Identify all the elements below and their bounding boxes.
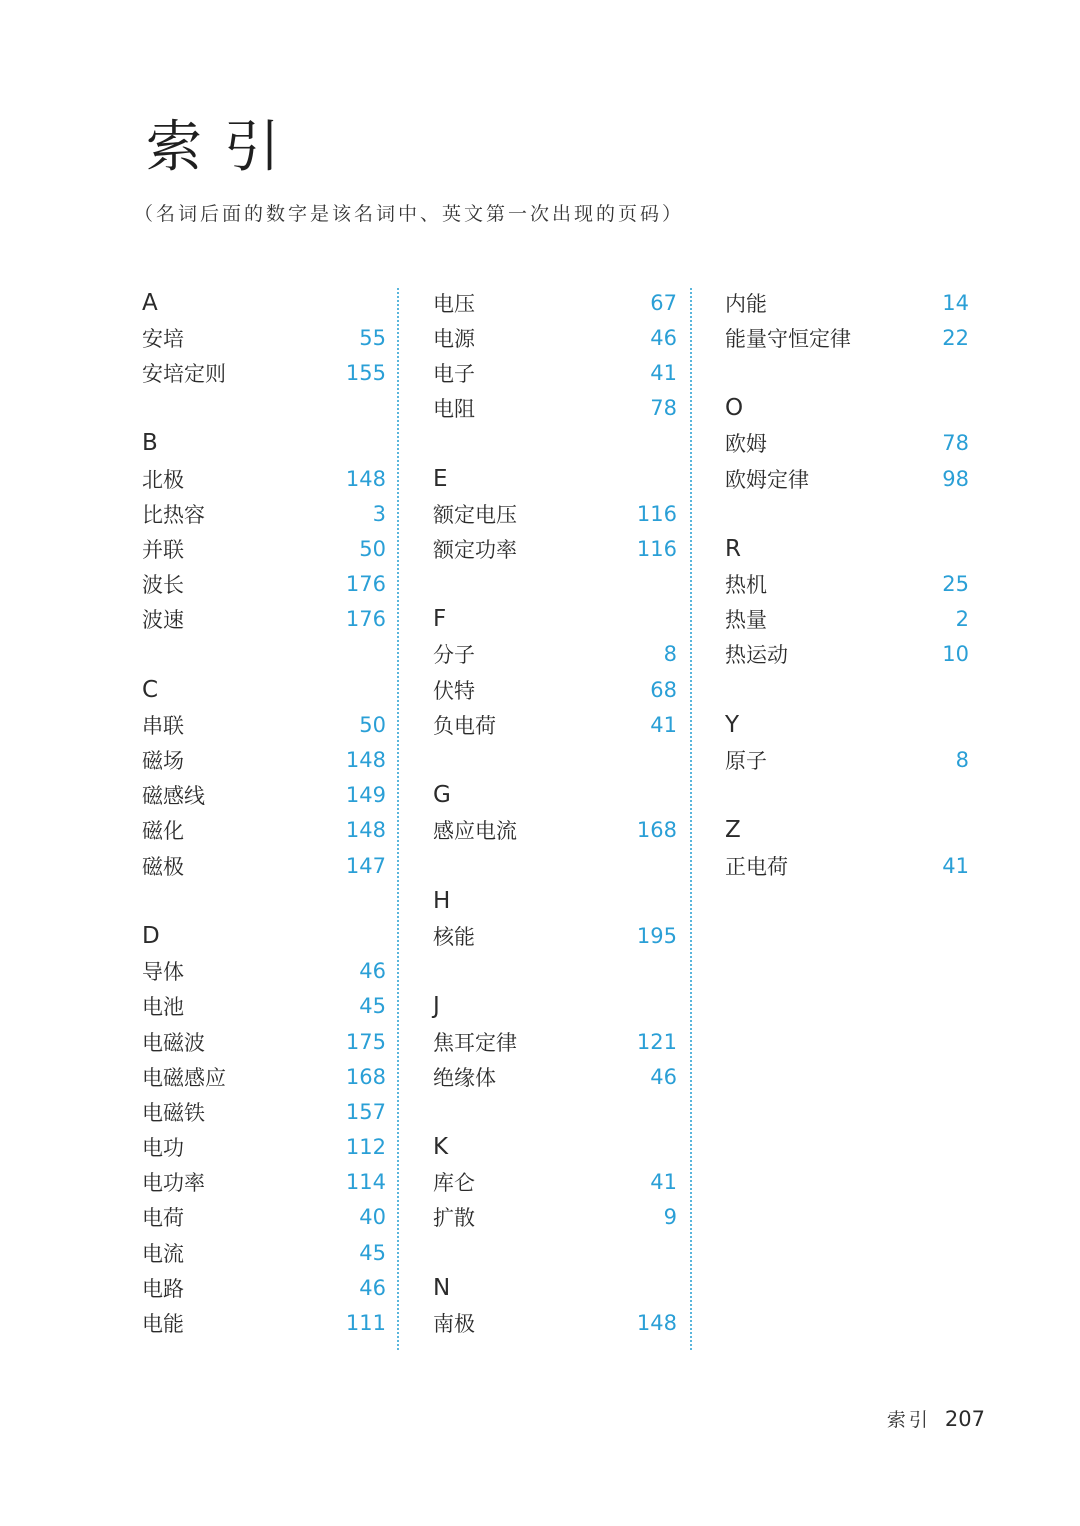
- index-entry: [142, 1024, 386, 1059]
- index-entry: [142, 1059, 386, 1094]
- index-term: 磁场: [142, 749, 184, 774]
- column-divider: [690, 288, 692, 1350]
- index-entry: [142, 355, 386, 390]
- index-column-1: [142, 285, 386, 1341]
- group-spacer: [142, 637, 386, 672]
- index-term: 电功: [142, 1136, 184, 1161]
- index-entry: [142, 1270, 386, 1305]
- group-spacer: [433, 426, 677, 461]
- index-letter-heading: H: [433, 887, 451, 914]
- index-page-ref: 45: [359, 994, 386, 1019]
- index-page-ref: 50: [359, 536, 386, 561]
- index-letter-heading: Y: [725, 711, 740, 738]
- index-letter-heading: Z: [725, 817, 741, 844]
- index-entry: [433, 320, 677, 355]
- index-entry: [433, 355, 677, 390]
- index-entry: [142, 989, 386, 1024]
- index-entry: [433, 1024, 677, 1059]
- index-page-ref: 176: [345, 572, 386, 597]
- index-page-ref: 111: [345, 1311, 386, 1336]
- index-page-ref: 10: [942, 642, 969, 667]
- index-term: 磁化: [142, 819, 184, 844]
- index-note: （名词后面的数字是该名词中、英文第一次出现的页码）: [134, 203, 685, 225]
- index-page-ref: 41: [650, 360, 677, 385]
- index-page-ref: 195: [636, 923, 677, 948]
- index-term: 库仑: [433, 1171, 475, 1196]
- index-term: 电子: [433, 361, 475, 386]
- index-column-2: [433, 285, 677, 1341]
- index-page-ref: 46: [650, 325, 677, 350]
- index-page-ref: 176: [345, 607, 386, 632]
- group-spacer: [725, 496, 969, 531]
- index-page-ref: 8: [663, 642, 677, 667]
- index-page-ref: 50: [359, 712, 386, 737]
- index-entry: [433, 1200, 677, 1235]
- index-page-ref: 157: [345, 1099, 386, 1124]
- index-term: 北极: [142, 467, 184, 492]
- index-page-ref: 147: [345, 853, 386, 878]
- index-entry: [433, 285, 677, 320]
- group-spacer: [433, 567, 677, 602]
- index-page-ref: 40: [359, 1205, 386, 1230]
- group-spacer: [725, 672, 969, 707]
- index-page-ref: 98: [942, 466, 969, 491]
- group-spacer: [725, 355, 969, 390]
- index-page-ref: 41: [942, 853, 969, 878]
- index-letter-heading: B: [142, 430, 158, 457]
- index-term: 正电荷: [725, 854, 788, 879]
- page-number: 207: [944, 1407, 985, 1431]
- index-entry: [142, 954, 386, 989]
- index-page-ref: 78: [650, 396, 677, 421]
- index-page-ref: 46: [650, 1064, 677, 1089]
- index-letter-heading: R: [725, 535, 741, 562]
- index-entry: [433, 813, 677, 848]
- group-spacer: [433, 1094, 677, 1129]
- index-page-ref: 14: [942, 290, 969, 315]
- index-page-ref: 67: [650, 290, 677, 315]
- index-term: 电压: [433, 291, 475, 316]
- index-entry: [142, 848, 386, 883]
- index-page-ref: 68: [650, 677, 677, 702]
- index-term: 南极: [433, 1312, 475, 1337]
- index-entry: [142, 496, 386, 531]
- index-page-ref: 22: [942, 325, 969, 350]
- index-page-ref: 112: [345, 1135, 386, 1160]
- index-letter-heading: D: [142, 922, 160, 949]
- index-entry: [142, 1305, 386, 1340]
- index-page-ref: 25: [942, 572, 969, 597]
- index-entry: [725, 602, 969, 637]
- index-page-ref: 41: [650, 1170, 677, 1195]
- index-term: 波速: [142, 608, 184, 633]
- index-entry: [142, 742, 386, 777]
- index-page-ref: 114: [345, 1170, 386, 1195]
- index-term: 欧姆: [725, 432, 767, 457]
- index-entry: [725, 567, 969, 602]
- index-term: 安培定则: [142, 361, 226, 386]
- group-spacer: [142, 391, 386, 426]
- group-spacer: [725, 778, 969, 813]
- index-entry: [433, 391, 677, 426]
- column-divider: [397, 288, 399, 1350]
- group-spacer: [433, 848, 677, 883]
- index-entry: [725, 320, 969, 355]
- index-term: 核能: [433, 924, 475, 949]
- index-entry: [433, 1059, 677, 1094]
- index-entry: [433, 918, 677, 953]
- index-term: 伏特: [433, 678, 475, 703]
- index-term: 电磁感应: [142, 1065, 226, 1090]
- index-page-ref: 148: [636, 1311, 677, 1336]
- index-term: 扩散: [433, 1206, 475, 1231]
- index-entry: [142, 1165, 386, 1200]
- index-page-ref: 148: [345, 466, 386, 491]
- index-page-ref: 2: [955, 607, 969, 632]
- index-term: 电磁波: [142, 1030, 205, 1055]
- index-entry: [725, 848, 969, 883]
- index-letter-heading: A: [142, 289, 158, 316]
- index-term: 分子: [433, 643, 475, 668]
- group-spacer: [433, 742, 677, 777]
- index-page-ref: 148: [345, 748, 386, 773]
- index-term: 热运动: [725, 643, 788, 668]
- index-term: 电池: [142, 995, 184, 1020]
- index-term: 焦耳定律: [433, 1030, 517, 1055]
- index-term: 串联: [142, 713, 184, 738]
- index-entry: [142, 567, 386, 602]
- index-term: 电功率: [142, 1171, 205, 1196]
- index-page-ref: 116: [636, 501, 677, 526]
- index-entry: [725, 285, 969, 320]
- index-page-ref: 46: [359, 1275, 386, 1300]
- index-term: 电流: [142, 1241, 184, 1266]
- index-term: 热量: [725, 608, 767, 633]
- index-term: 热机: [725, 573, 767, 598]
- index-page-ref: 78: [942, 431, 969, 456]
- index-term: 原子: [725, 749, 767, 774]
- index-page-ref: 3: [372, 501, 386, 526]
- index-entry: [142, 461, 386, 496]
- index-term: 感应电流: [433, 819, 517, 844]
- index-entry: [142, 1094, 386, 1129]
- index-entry: [433, 637, 677, 672]
- index-page-ref: 46: [359, 959, 386, 984]
- index-letter-heading: O: [725, 395, 744, 422]
- index-page-ref: 168: [345, 1064, 386, 1089]
- group-spacer: [433, 1235, 677, 1270]
- footer-section-label: 索引: [886, 1409, 931, 1431]
- index-letter-heading: C: [142, 676, 159, 703]
- index-term: 电阻: [433, 397, 475, 422]
- index-term: 安培: [142, 326, 184, 351]
- index-page-ref: 149: [345, 783, 386, 808]
- index-entry: [433, 1165, 677, 1200]
- index-term: 并联: [142, 537, 184, 562]
- page-title: 索引: [146, 115, 302, 180]
- index-term: 电磁铁: [142, 1100, 205, 1125]
- index-term: 欧姆定律: [725, 467, 809, 492]
- index-term: 额定功率: [433, 537, 517, 562]
- index-entry: [142, 1130, 386, 1165]
- index-letter-heading: E: [433, 465, 448, 492]
- index-term: 导体: [142, 960, 184, 985]
- group-spacer: [142, 883, 386, 918]
- index-page-ref: 168: [636, 818, 677, 843]
- index-letter-heading: F: [433, 606, 447, 633]
- index-term: 内能: [725, 291, 767, 316]
- index-page-ref: 148: [345, 818, 386, 843]
- index-entry: [433, 672, 677, 707]
- index-entry: [142, 602, 386, 637]
- index-entry: [142, 531, 386, 566]
- index-entry: [433, 531, 677, 566]
- index-page-ref: 155: [345, 360, 386, 385]
- index-term: 波长: [142, 573, 184, 598]
- index-letter-heading: N: [433, 1274, 451, 1301]
- index-letter-heading: G: [433, 782, 451, 809]
- index-entry: [142, 778, 386, 813]
- index-page-ref: 9: [663, 1205, 677, 1230]
- index-entry: [725, 637, 969, 672]
- index-entry: [142, 813, 386, 848]
- index-entry: [433, 496, 677, 531]
- index-entry: [725, 461, 969, 496]
- index-entry: [142, 1200, 386, 1235]
- index-page-ref: 175: [345, 1029, 386, 1054]
- index-entry: [725, 742, 969, 777]
- index-term: 磁极: [142, 854, 184, 879]
- index-page-ref: 55: [359, 325, 386, 350]
- index-entry: [433, 707, 677, 742]
- index-entry: [725, 426, 969, 461]
- index-entry: [142, 1235, 386, 1270]
- index-term: 磁感线: [142, 784, 205, 809]
- index-term: 比热容: [142, 502, 205, 527]
- index-entry: [142, 320, 386, 355]
- index-entry: [433, 1305, 677, 1340]
- index-letter-heading: K: [433, 1134, 449, 1161]
- index-term: 电源: [433, 326, 475, 351]
- index-term: 电能: [142, 1312, 184, 1337]
- index-term: 电路: [142, 1276, 184, 1301]
- index-term: 能量守恒定律: [725, 326, 851, 351]
- index-term: 电荷: [142, 1206, 184, 1231]
- index-page-ref: 45: [359, 1240, 386, 1265]
- group-spacer: [433, 954, 677, 989]
- index-page-ref: 121: [636, 1029, 677, 1054]
- index-term: 绝缘体: [433, 1065, 496, 1090]
- index-column-3: [725, 285, 969, 883]
- index-term: 额定电压: [433, 502, 517, 527]
- index-entry: [142, 707, 386, 742]
- index-page-ref: 8: [955, 748, 969, 773]
- page-footer: [887, 1405, 985, 1432]
- index-page-ref: 41: [650, 712, 677, 737]
- index-letter-heading: J: [433, 993, 440, 1020]
- index-page-ref: 116: [636, 536, 677, 561]
- index-term: 负电荷: [433, 713, 496, 738]
